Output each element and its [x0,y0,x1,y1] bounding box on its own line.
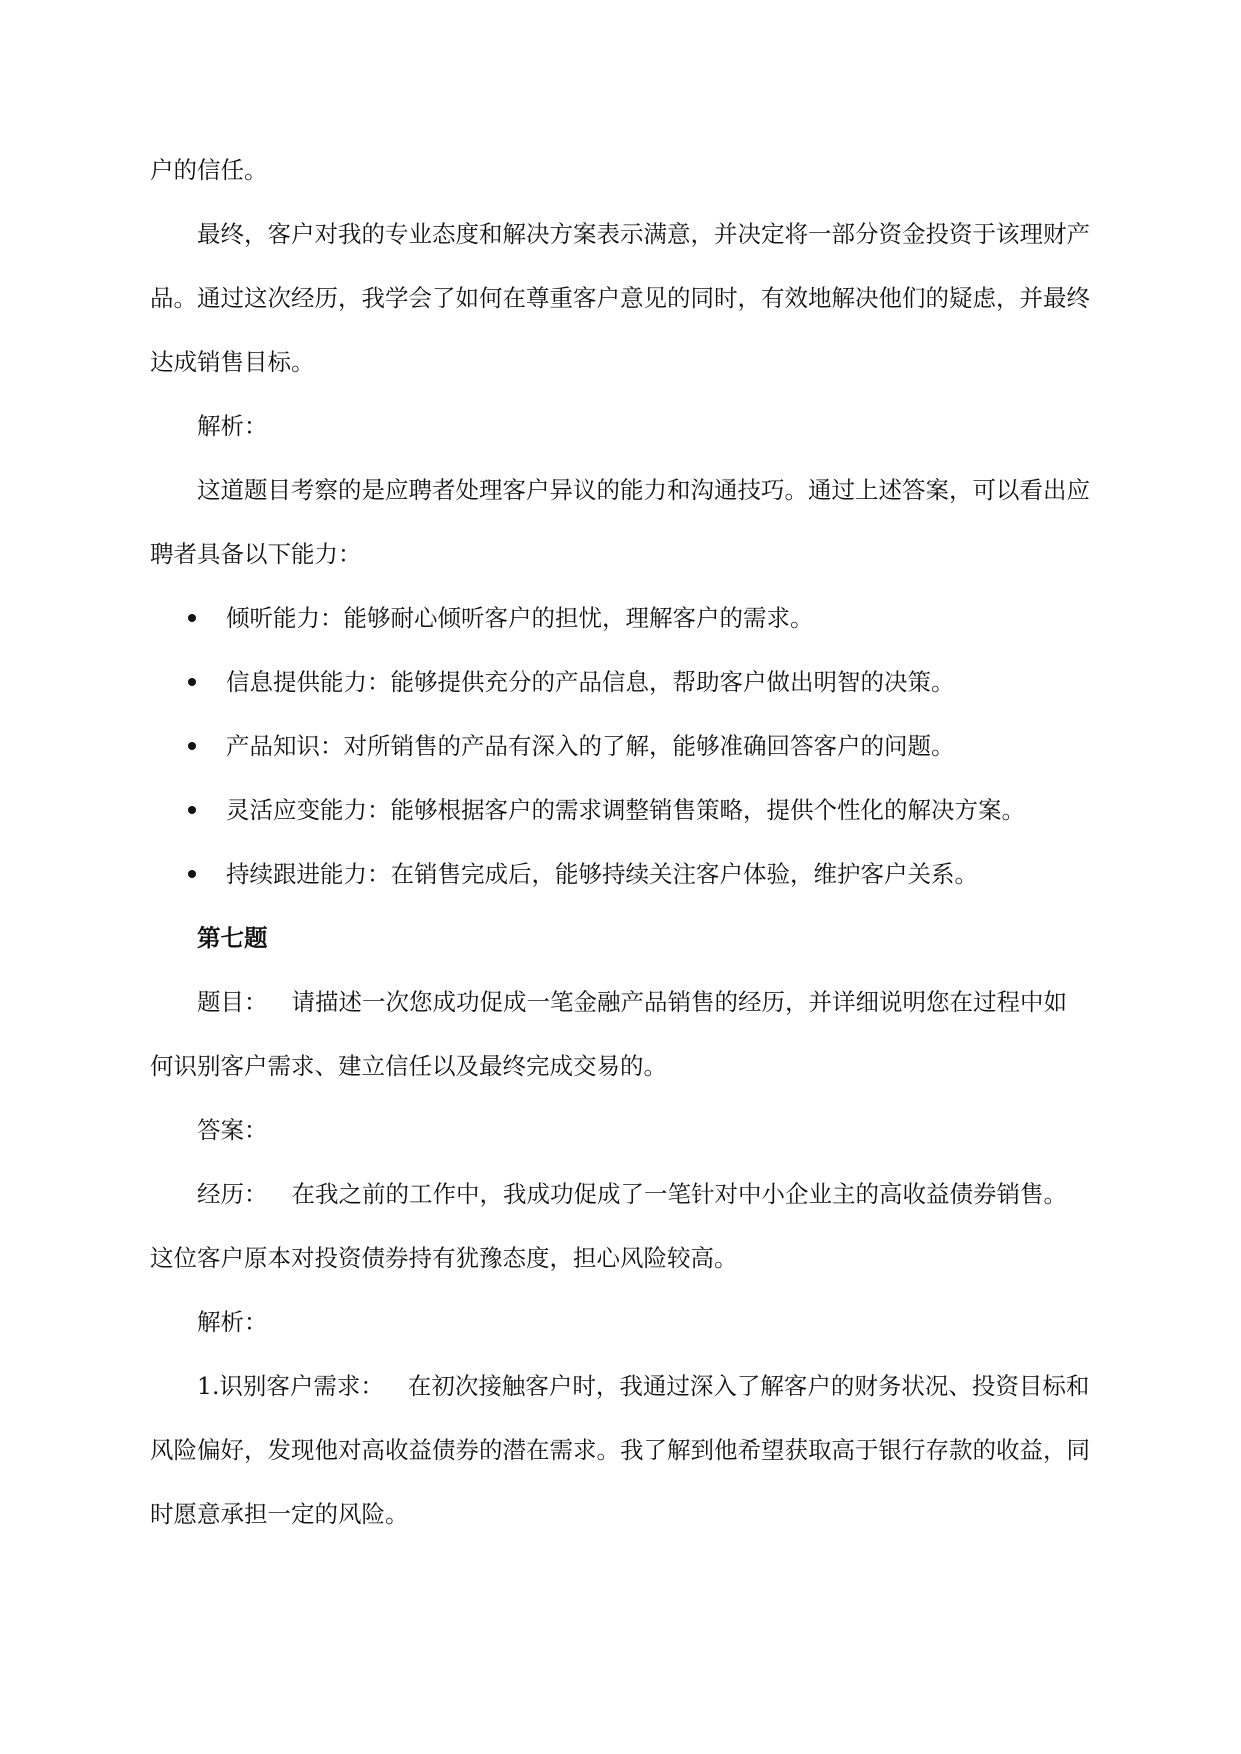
step1-paragraph [150,1354,1090,1546]
analysis-label: 解析： [197,412,268,440]
question-label: 题目： [197,988,268,1016]
bullet-icon [188,870,196,878]
experience-label: 经历： [197,1180,268,1208]
list-item: 产品知识：对所销售的产品有深入的了解，能够准确回答客户的问题。 [150,714,1090,778]
experience-text: 在我之前的工作中，我成功促成了一笔针对中小企业主的高收益债券销售。这位客户原本对投资债券持有犹豫态度，担心风险较高。 [150,1180,1067,1272]
question-text: 请描述一次您成功促成一笔金融产品销售的经历，并详细说明您在过程中如何识别客户需求、建立信任以及最终完成交易的。 [150,988,1067,1080]
answer-label: 答案： [197,1116,268,1144]
paragraph-continuation: 户的信任。 [150,156,268,184]
step1-label: 1.识别客户需求： [197,1372,384,1400]
document-page [150,138,1090,1546]
bullet-icon [188,742,196,750]
ability-list [150,586,1090,906]
analysis-label-2: 解析： [197,1308,268,1336]
bullet-icon [188,614,196,622]
paragraph-conclusion: 最终，客户对我的专业态度和解决方案表示满意，并决定将一部分资金投资于该理财产品。通过这次经历，我学会了如何在尊重客户意见的同时，有效地解决他们的疑虑，并最终达成销售目标。 [150,220,1090,376]
list-item: 灵活应变能力：能够根据客户的需求调整销售策略，提供个性化的解决方案。 [150,778,1090,842]
paragraph-analysis: 这道题目考察的是应聘者处理客户异议的能力和沟通技巧。通过上述答案，可以看出应聘者具备以下能力： [150,476,1090,568]
question-paragraph [150,970,1090,1098]
bullet-icon [188,806,196,814]
list-item: 倾听能力：能够耐心倾听客户的担忧，理解客户的需求。 [150,586,1090,650]
step1-text: 在初次接触客户时，我通过深入了解客户的财务状况、投资目标和风险偏好，发现他对高收益债券的潜在需求。我了解到他希望获取高于银行存款的收益，同时愿意承担一定的风险。 [150,1372,1090,1528]
bullet-icon [188,678,196,686]
experience-paragraph [150,1162,1090,1290]
section-heading: 第七题 [197,924,268,952]
list-item: 持续跟进能力：在销售完成后，能够持续关注客户体验，维护客户关系。 [150,842,1090,906]
list-item: 信息提供能力：能够提供充分的产品信息，帮助客户做出明智的决策。 [150,650,1090,714]
